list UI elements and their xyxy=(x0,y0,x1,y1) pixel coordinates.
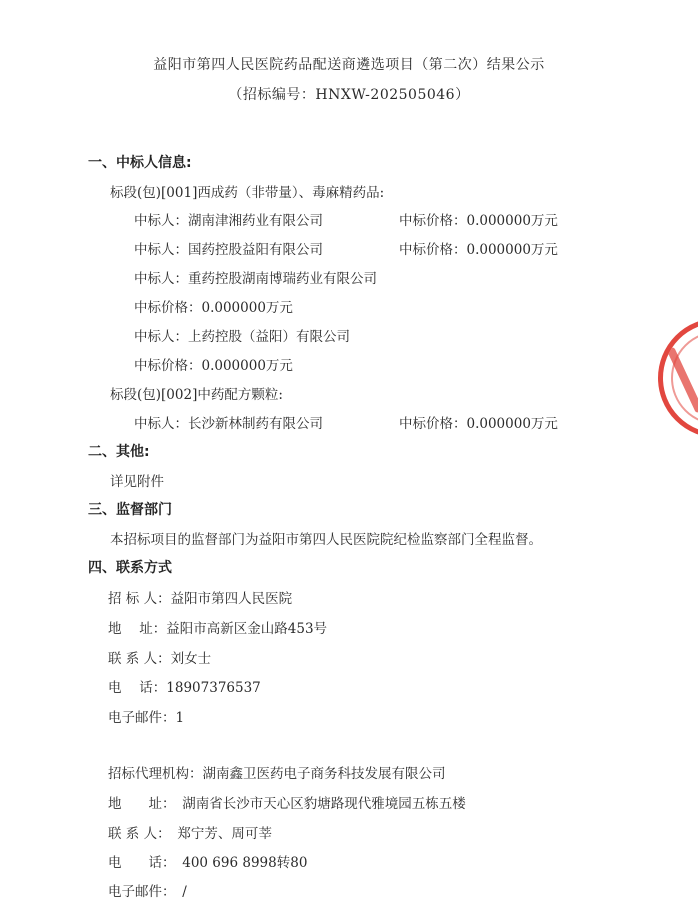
official-seal xyxy=(658,318,698,438)
winner-name: 中标人：上药控股（益阳）有限公司 xyxy=(134,329,350,345)
winner-name: 中标人：国药控股益阳有限公司 xyxy=(134,242,323,258)
winner-price: 中标价格：0.000000万元 xyxy=(134,358,293,374)
other-text: 详见附件 xyxy=(110,474,164,490)
supervision-text: 本招标项目的监督部门为益阳市第四人民医院院纪检监察部门全程监督。 xyxy=(110,532,542,548)
winner-price: 中标价格：0.000000万元 xyxy=(399,242,558,258)
agency-email: 电子邮件： / xyxy=(108,884,187,900)
section-other-heading: 二、其他: xyxy=(88,444,150,460)
winner-name: 中标人：重药控股湖南博瑞药业有限公司 xyxy=(134,271,377,287)
winner-price: 中标价格：0.000000万元 xyxy=(134,300,293,316)
winner-price: 中标价格：0.000000万元 xyxy=(399,213,558,229)
winner-price: 中标价格：0.000000万元 xyxy=(399,416,558,432)
agency-phone: 电 话： 400 696 8998转80 xyxy=(108,855,308,871)
tender-number: （招标编号：HNXW-202505046） xyxy=(228,87,470,103)
lot-001-label: 标段(包)[001]西成药（非带量）、毒麻精药品: xyxy=(110,185,385,201)
tenderer-email: 电子邮件：1 xyxy=(108,710,185,726)
section-contact-heading: 四、联系方式 xyxy=(88,560,172,576)
page-title: 益阳市第四人民医院药品配送商遴选项目（第二次）结果公示 xyxy=(153,57,545,73)
section-winner-heading: 一、中标人信息: xyxy=(88,155,192,171)
tenderer-phone: 电 话：18907376537 xyxy=(108,680,261,696)
agency-address: 地 址： 湖南省长沙市天心区豹塘路现代雅境园五栋五楼 xyxy=(108,796,466,812)
tenderer-address: 地 址：益阳市高新区金山路453号 xyxy=(108,621,328,637)
winner-name: 中标人：长沙新林制药有限公司 xyxy=(134,416,323,432)
section-supervision-heading: 三、监督部门 xyxy=(88,502,172,518)
tenderer-contact: 联 系 人：刘女士 xyxy=(108,651,212,667)
agency: 招标代理机构：湖南鑫卫医药电子商务科技发展有限公司 xyxy=(108,766,446,782)
tenderer: 招 标 人：益阳市第四人民医院 xyxy=(108,591,293,607)
lot-002-label: 标段(包)[002]中药配方颗粒: xyxy=(110,387,283,403)
winner-name: 中标人：湖南津湘药业有限公司 xyxy=(134,213,323,229)
agency-contact: 联 系 人： 郑宁芳、周可莘 xyxy=(108,826,272,842)
